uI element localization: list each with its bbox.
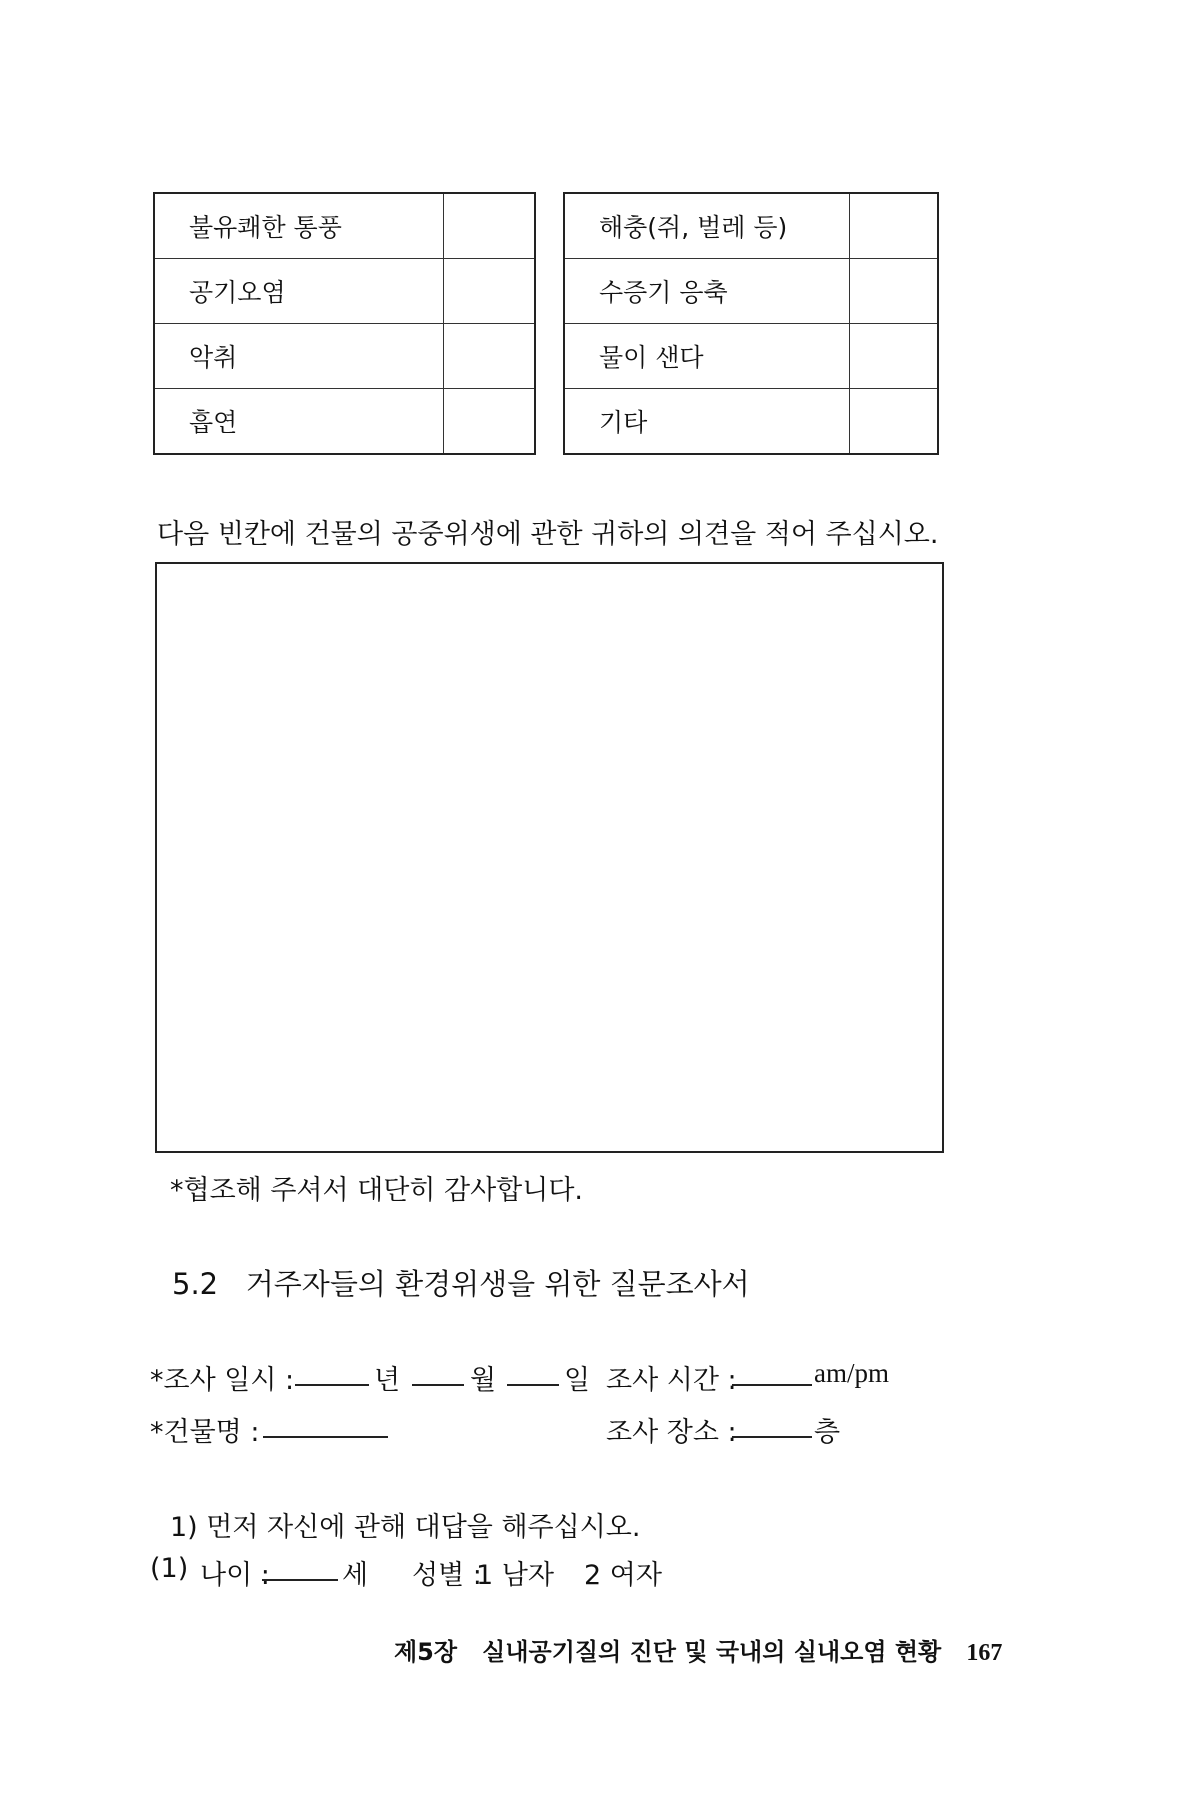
time-unit: am/pm bbox=[814, 1358, 889, 1388]
day-blank[interactable] bbox=[507, 1358, 559, 1386]
gender-female-option[interactable]: 2 여자 bbox=[584, 1560, 662, 1591]
year-unit: 년 bbox=[374, 1365, 401, 1396]
section-number: 5.2 bbox=[172, 1267, 219, 1301]
day-unit: 일 bbox=[564, 1365, 591, 1396]
date-label: *조사 일시 : bbox=[150, 1365, 295, 1396]
item-label: 공기오염 bbox=[154, 259, 444, 324]
item-label: 불유쾌한 통풍 bbox=[154, 193, 444, 259]
time-blank[interactable] bbox=[732, 1358, 812, 1386]
question-number: (1) bbox=[150, 1553, 189, 1584]
check-cell[interactable] bbox=[850, 324, 939, 389]
floor-blank[interactable] bbox=[732, 1410, 812, 1438]
table-row bbox=[564, 324, 938, 389]
place-label: 조사 장소 : bbox=[606, 1417, 737, 1448]
item-label: 수증기 응축 bbox=[564, 259, 850, 324]
page-footer bbox=[394, 1632, 1002, 1667]
check-cell[interactable] bbox=[444, 389, 536, 455]
year-blank[interactable] bbox=[295, 1358, 369, 1386]
floor-unit: 층 bbox=[814, 1417, 841, 1448]
section-title bbox=[172, 1262, 750, 1303]
check-cell[interactable] bbox=[850, 389, 939, 455]
building-label: *건물명 : bbox=[150, 1417, 260, 1448]
age-blank[interactable] bbox=[262, 1553, 338, 1581]
gender-male-option[interactable]: 1 남자 bbox=[476, 1560, 554, 1591]
check-cell[interactable] bbox=[444, 193, 536, 259]
table-row bbox=[154, 324, 535, 389]
month-unit: 월 bbox=[470, 1365, 497, 1396]
question-1: 1) 먼저 자신에 관해 대답을 해주십시오. bbox=[170, 1512, 641, 1543]
table-row bbox=[154, 193, 535, 259]
item-label: 기타 bbox=[564, 389, 850, 455]
table-row bbox=[154, 389, 535, 455]
gender-label: 성별 : bbox=[412, 1560, 482, 1591]
footer-title: 실내공기질의 진단 및 국내의 실내오염 현황 bbox=[482, 1638, 942, 1666]
table-row bbox=[154, 259, 535, 324]
check-cell[interactable] bbox=[850, 193, 939, 259]
checklist-table-left bbox=[153, 192, 536, 455]
time-label: 조사 시간 : bbox=[606, 1365, 737, 1396]
item-label: 흡연 bbox=[154, 389, 444, 455]
item-label: 물이 샌다 bbox=[564, 324, 850, 389]
building-blank[interactable] bbox=[263, 1410, 388, 1438]
section-title-text: 거주자들의 환경위생을 위한 질문조사서 bbox=[245, 1267, 750, 1301]
instruction-text: 다음 빈칸에 건물의 공중위생에 관한 귀하의 의견을 적어 주십시오. bbox=[157, 519, 939, 550]
page-number: 167 bbox=[966, 1640, 1003, 1666]
footer-chapter: 제5장 bbox=[394, 1638, 458, 1666]
month-blank[interactable] bbox=[412, 1358, 464, 1386]
age-unit: 세 bbox=[342, 1560, 369, 1591]
table-row bbox=[564, 259, 938, 324]
check-cell[interactable] bbox=[444, 259, 536, 324]
comment-box[interactable] bbox=[155, 562, 944, 1153]
item-label: 해충(쥐, 벌레 등) bbox=[564, 193, 850, 259]
checklist-table-right bbox=[563, 192, 939, 455]
check-cell[interactable] bbox=[850, 259, 939, 324]
age-label: 나이 : bbox=[200, 1560, 270, 1591]
thanks-note: *협조해 주셔서 대단히 감사합니다. bbox=[170, 1175, 583, 1206]
table-row bbox=[564, 389, 938, 455]
table-row bbox=[564, 193, 938, 259]
item-label: 악취 bbox=[154, 324, 444, 389]
check-cell[interactable] bbox=[444, 324, 536, 389]
